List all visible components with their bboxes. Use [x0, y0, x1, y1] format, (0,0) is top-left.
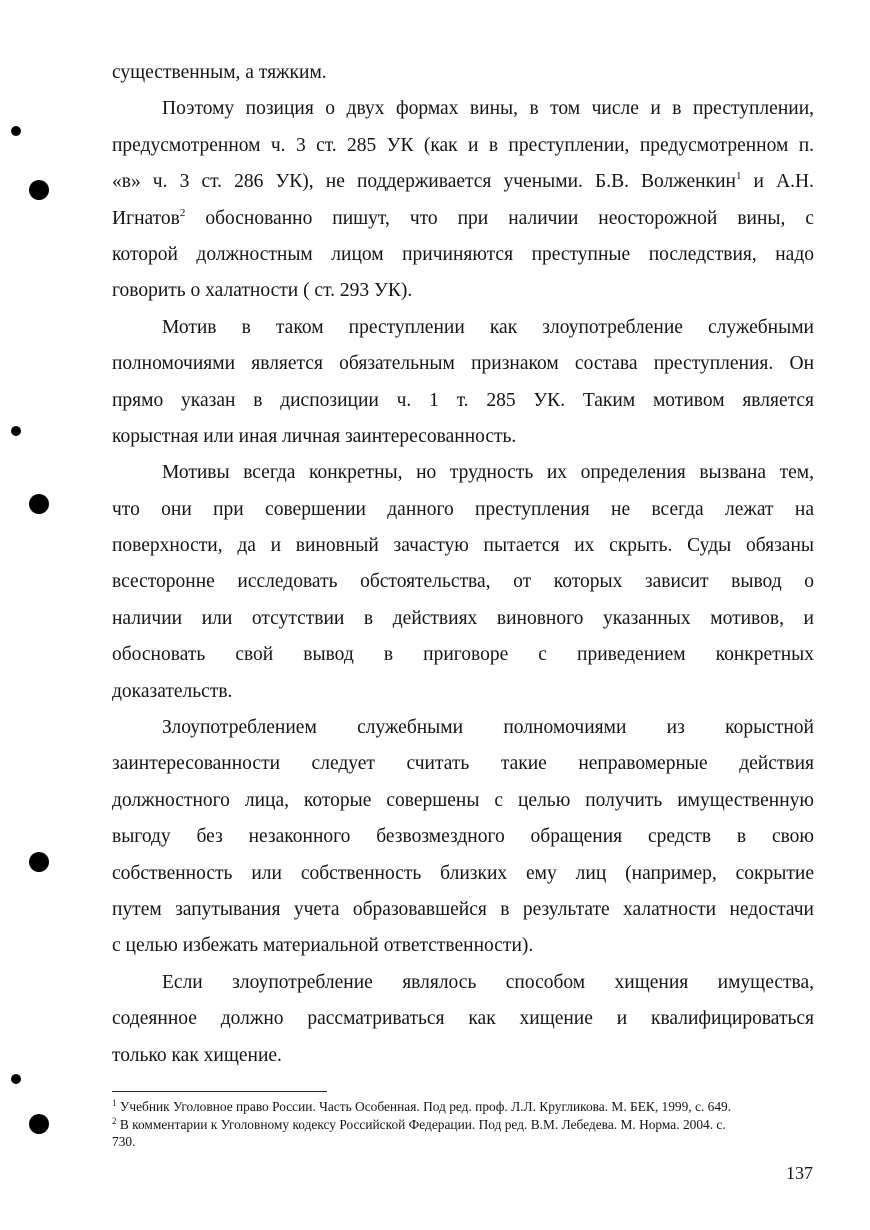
text-line: выгоду без незаконного безвозмездного обращения средств в свою: [112, 826, 814, 848]
footnotes: [112, 1098, 814, 1151]
text-line: что они при совершении данного преступления не всегда лежат на: [112, 498, 814, 520]
punch-hole-mark: [11, 426, 21, 436]
text-line: полномочиями является обязательным признаком состава преступления. Он: [112, 353, 814, 375]
text-line-with-footnote: Игнатов$^2$ обоснованно пишут, что при наличии неосторожной вины, с: [112, 206, 815, 229]
paragraph-first-line: Если злоупотребление являлось способом хищения имущества,: [162, 971, 814, 993]
punch-hole: [29, 852, 49, 872]
footnote-text: В комментарии к Уголовному кодексу Российской Федерации. Под ред. В.М. Лебедева. М. Норма. 2004. с.: [119, 1116, 726, 1132]
paragraph-last-line: говорить о халатности ( ст. 293 УК).: [112, 280, 413, 302]
footnote-separator: [112, 1091, 327, 1092]
text-line: прямо указан в диспозиции ч. 1 т. 285 УК. Таким мотивом является: [112, 389, 814, 411]
punch-hole: [29, 494, 49, 514]
text-line: содеянное должно рассматриваться как хищение и квалифицироваться: [112, 1008, 814, 1030]
text-line: всесторонне исследовать обстоятельства, от которых зависит вывод о: [112, 571, 814, 593]
paragraph-last-line: доказательств.: [112, 680, 233, 702]
footnote-mark: 2: [112, 1115, 117, 1126]
paragraph-first-line: Поэтому позиция о двух формах вины, в том числе и в преступлении,: [162, 98, 814, 120]
text-line: которой должностным лицом причиняются преступные последствия, надо: [112, 243, 814, 265]
text-line: предусмотренном ч. 3 ст. 285 УК (как и в преступлении, предусмотренном п.: [112, 134, 814, 156]
footnote-ref-2: 2: [179, 206, 186, 219]
paragraph-last-line: корыстная или иная личная заинтересованность.: [112, 425, 517, 447]
text-line: обосновать свой вывод в приговоре с приведением конкретных: [112, 644, 814, 666]
footnote-text: Учебник Уголовное право России. Часть Особенная. Под ред. проф. Л.Л. Кругликова. М. БЕК, 1999, с. 649.: [119, 1099, 732, 1114]
punch-hole: [29, 180, 49, 200]
text-line: наличии или отсутствии в действиях виновного указанных мотивов, и: [112, 607, 814, 629]
punch-hole-mark: [11, 126, 21, 136]
text-line: поверхности, да и виновный зачастую пытается их скрыть. Суды обязаны: [112, 535, 814, 557]
text-line: собственность или собственность близких ему лиц (например, сокрытие: [112, 862, 814, 884]
text-line: существенным, а тяжким.: [112, 62, 327, 83]
body-text: [112, 55, 814, 1074]
paragraph-first-line: Злоупотреблением служебными полномочиями из корыстной: [162, 717, 814, 739]
footnote-1: [112, 1098, 814, 1116]
text-line-with-footnote: «в» ч. 3 ст. 286 УК), не поддерживается учеными. Б.В. Волженкин$^1$ и А.Н.: [112, 170, 814, 193]
text-line: путем запутывания учета образовавшейся в результате халатности недостачи: [112, 898, 814, 920]
punch-hole-mark: [11, 1074, 21, 1084]
footnote-mark: 1: [112, 1098, 117, 1108]
footnote-ref-1: 1: [735, 170, 742, 183]
paragraph-last-line: с целью избежать материальной ответственности).: [112, 935, 534, 957]
paragraph-first-line: Мотивы всегда конкретны, но трудность их определения вызвана тем,: [162, 462, 814, 484]
footnote-2: [112, 1116, 814, 1134]
page-number: 137: [786, 1163, 813, 1183]
text-line: должностного лица, которые совершены с целью получить имущественную: [112, 789, 814, 811]
punch-hole: [29, 1114, 49, 1134]
paragraph-first-line: Мотив в таком преступлении как злоупотребление служебными: [162, 316, 814, 338]
footnote-2-continuation: 730.: [112, 1134, 136, 1149]
paragraph-last-line: только как хищение.: [112, 1044, 282, 1066]
text-line: заинтересованности следует считать такие неправомерные действия: [112, 753, 814, 775]
